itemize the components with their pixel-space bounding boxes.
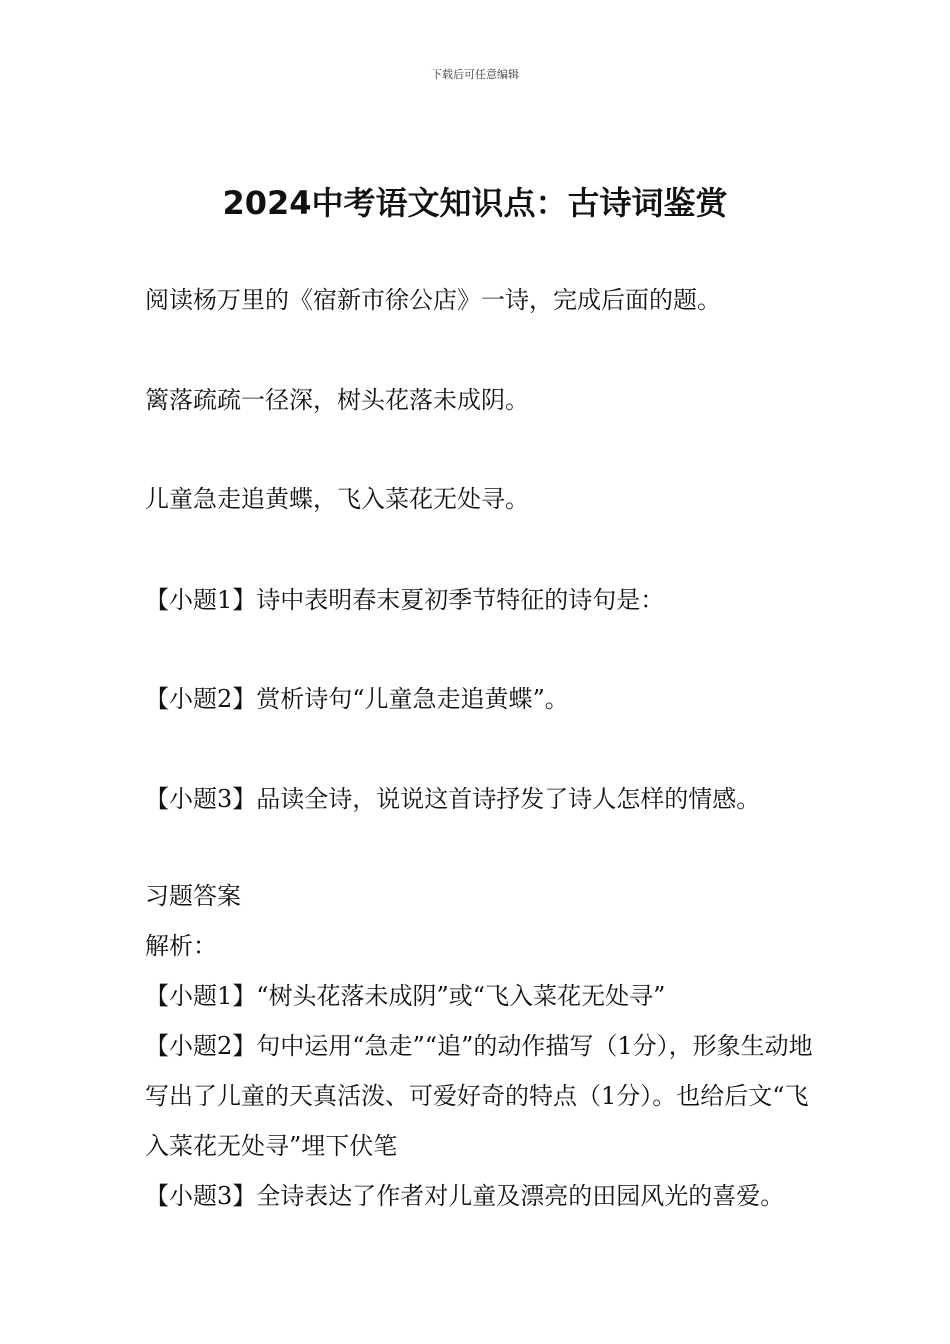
question-2: 【小题2】赏析诗句“儿童急走追黄蝶”。 — [145, 685, 569, 713]
page-header-note: 下载后可任意编辑 — [431, 68, 519, 81]
analysis-label: 解析： — [145, 932, 217, 960]
answer-2: 【小题2】句中运用“急走”“追”的动作描写（1分），形象生动地写出了儿童的天真活泼、可爱好奇的特点（1分）。也给后文“飞入菜花无处寻”埋下伏笔 — [145, 1032, 813, 1160]
answer-3: 【小题3】全诗表达了作者对儿童及漂亮的田园风光的喜爱。 — [145, 1182, 785, 1210]
question-1: 【小题1】诗中表明春末夏初季节特征的诗句是： — [145, 586, 665, 614]
page-title: 2024中考语文知识点：古诗词鉴赏 — [222, 184, 728, 222]
poem-line-1: 篱落疏疏一径深，树头花落未成阴。 — [145, 386, 529, 414]
answers-heading: 习题答案 — [145, 882, 241, 910]
answer-1: 【小题1】“树头花落未成阴”或“飞入菜花无处寻” — [145, 982, 666, 1010]
question-3: 【小题3】品读全诗，说说这首诗抒发了诗人怎样的情感。 — [145, 785, 761, 813]
intro-text: 阅读杨万里的《宿新市徐公店》一诗，完成后面的题。 — [145, 286, 721, 314]
poem-line-2: 儿童急走追黄蝶，飞入菜花无处寻。 — [145, 485, 529, 513]
